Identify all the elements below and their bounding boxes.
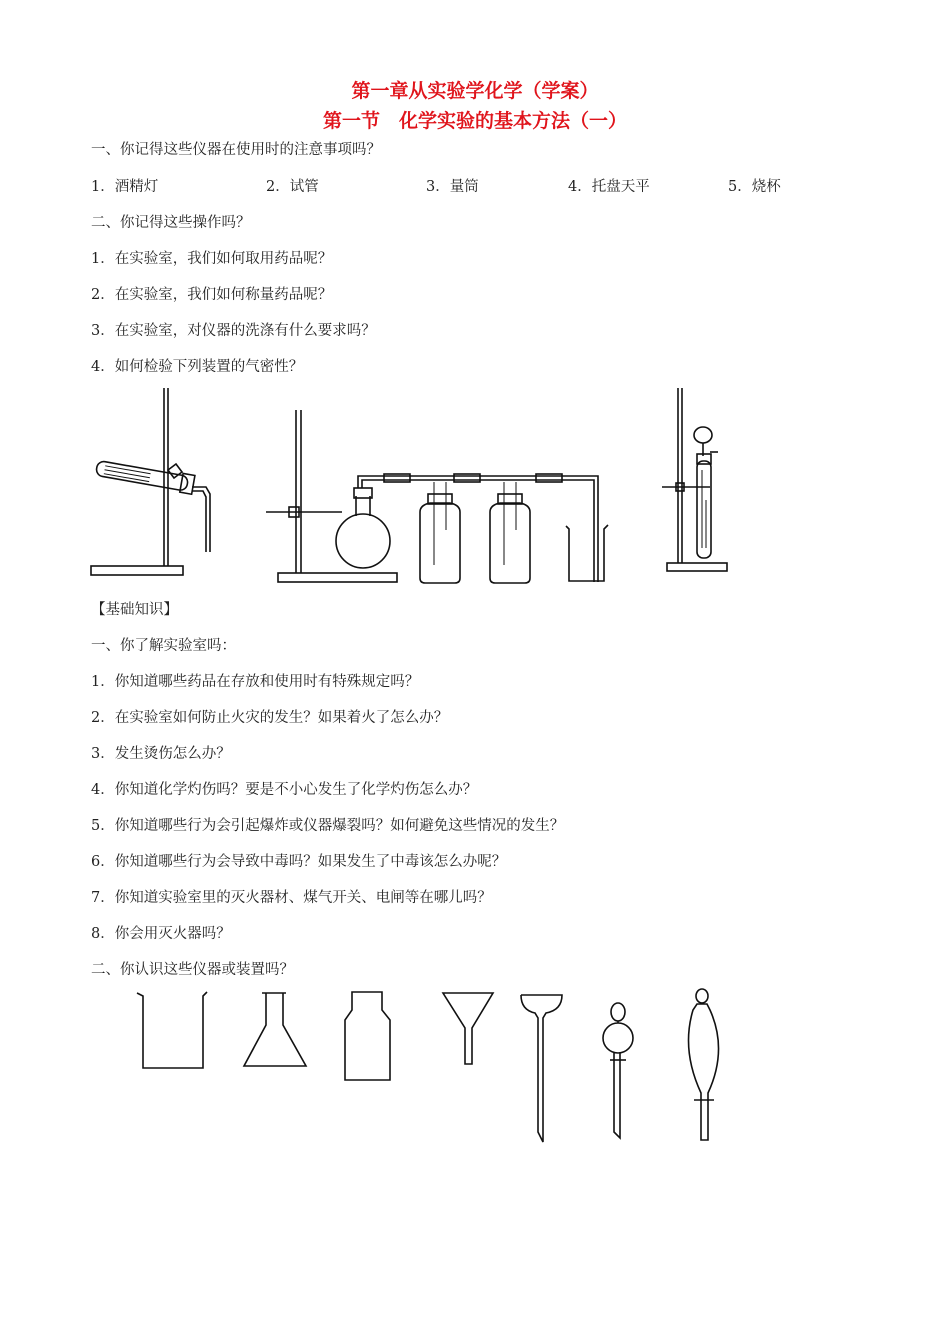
part2-heading: 二、你记得这些操作吗？ [91,215,251,231]
safety-question-1: 1．你知道哪些药品在存放和使用时有特殊规定吗？ [91,674,420,690]
instrument-1: 1．酒精灯 [91,179,159,195]
operation-question-4: 4．如何检验下列装置的气密性？ [91,359,304,375]
reagent-bottle-drawing [345,992,390,1080]
basics-heading-1: 一、你了解实验室吗： [91,638,236,654]
beaker-drawing [137,992,207,1068]
safety-question-7: 7．你知道实验室里的灭火器材、煤气开关、电闸等在哪儿吗？ [91,890,492,906]
conical-flask-drawing [244,993,306,1066]
gas-train-apparatus [266,410,608,583]
operation-question-2: 2．在实验室，我们如何称量药品呢？ [91,287,333,303]
instrument-2: 2．试管 [266,179,319,195]
basics-label: 【基础知识】 [91,602,178,618]
operation-question-1: 1．在实验室，我们如何取用药品呢？ [91,251,333,267]
safety-question-3: 3．发生烫伤怎么办？ [91,746,231,762]
spherical-funnel-drawing [603,1003,633,1138]
instrument-4: 4．托盘天平 [568,179,650,195]
section-title: 第一节 化学实验的基本方法（一） [322,110,627,132]
long-neck-funnel-drawing [521,995,562,1142]
safety-question-5: 5．你知道哪些行为会引起爆炸或仪器爆裂吗？如何避免这些情况的发生？ [91,818,565,834]
instrument-3: 3．量筒 [426,179,479,195]
basics-heading-2: 二、你认识这些仪器或装置吗？ [91,962,294,978]
safety-question-4: 4．你知道化学灼伤吗？要是不小心发生了化学灼伤怎么办？ [91,782,478,798]
test-tube-apparatus [91,388,210,575]
instrument-5: 5．烧杯 [728,179,781,195]
safety-question-2: 2．在实验室如何防止火灾的发生？如果着火了怎么办？ [91,710,449,726]
document-title: 第一章从实验学化学（学案） [351,80,599,102]
operation-question-3: 3．在实验室，对仪器的洗涤有什么要求吗？ [91,323,376,339]
separatory-funnel-drawing [689,989,719,1140]
funnel-drawing [443,993,493,1064]
funnel-tube-apparatus [662,388,727,571]
safety-question-8: 8．你会用灭火器吗？ [91,926,231,942]
part1-heading: 一、你记得这些仪器在使用时的注意事项吗？ [91,142,381,158]
safety-question-6: 6．你知道哪些行为会导致中毒吗？如果发生了中毒该怎么办呢？ [91,854,507,870]
